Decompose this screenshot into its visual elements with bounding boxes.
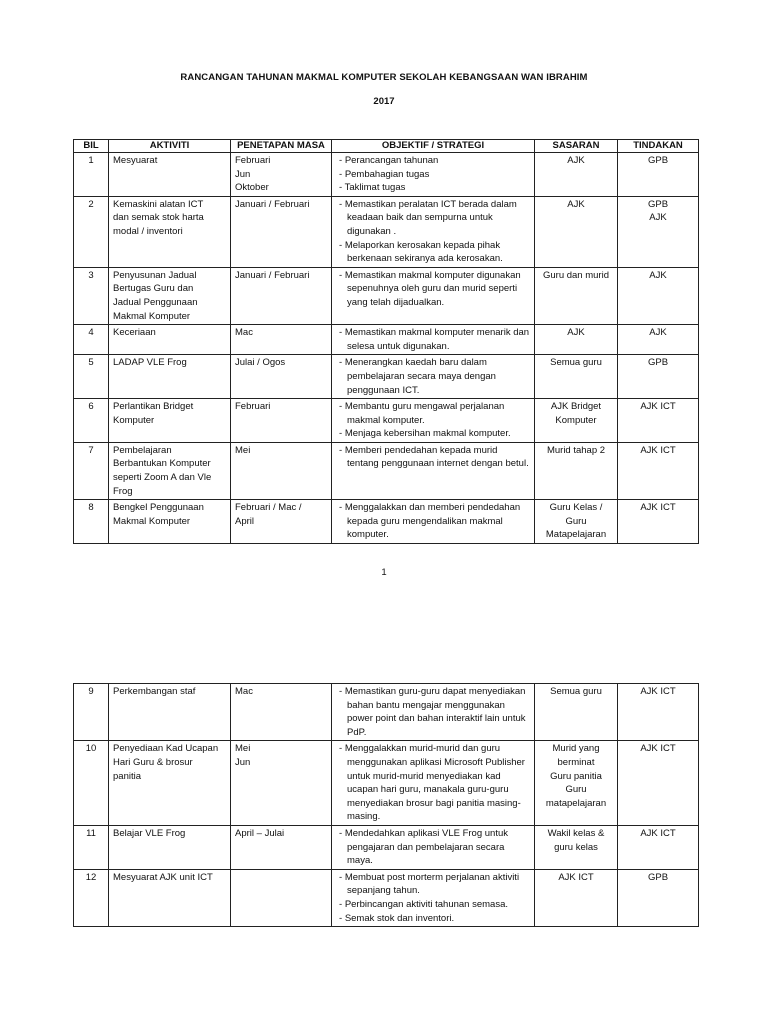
cell-line: Guru Kelas /	[549, 502, 603, 514]
cell-penetapan-masa	[231, 741, 332, 826]
cell-aktiviti	[109, 869, 231, 926]
table-row	[74, 825, 699, 869]
cell-penetapan-masa	[231, 196, 332, 267]
cell-line: Pembelajaran	[113, 444, 172, 456]
cell-line: Januari / Februari	[235, 269, 310, 281]
cell-sasaran	[535, 442, 618, 499]
cell-objektif-strategi	[332, 267, 535, 324]
cell-line: Jun	[235, 168, 251, 180]
cell-line: Penyusunan Jadual	[113, 269, 197, 281]
cell-bil: 4	[74, 325, 109, 355]
cell-line: Februari	[235, 401, 271, 413]
cell-bil: 10	[74, 741, 109, 826]
cell-line: Wakil kelas &	[547, 827, 605, 839]
cell-penetapan-masa	[231, 325, 332, 355]
cell-tindakan	[618, 442, 699, 499]
cell-bil: 7	[74, 442, 109, 499]
cell-line: AJK ICT	[640, 401, 676, 413]
cell-tindakan	[618, 825, 699, 869]
cell-sasaran	[535, 355, 618, 399]
cell-objektif-strategi	[332, 399, 535, 443]
cell-sasaran	[535, 741, 618, 826]
cell-line: AJK	[567, 327, 585, 339]
document-year: 2017	[373, 96, 395, 107]
cell-aktiviti	[109, 355, 231, 399]
cell-aktiviti	[109, 399, 231, 443]
cell-line: AJK	[567, 155, 585, 166]
cell-line: Semua guru	[550, 357, 602, 369]
cell-line: Februari	[235, 155, 271, 166]
objective-bullet: - Memastikan peralatan ICT berada dalam keadaan baik dan sempurna untuk digunakan .	[336, 198, 530, 239]
objective-bullet: - Memberi pendedahan kepada murid tentang penggunaan internet dengan betul.	[336, 444, 530, 471]
cell-sasaran	[535, 500, 618, 544]
cell-line: Oktober	[235, 182, 269, 194]
cell-line: Januari / Februari	[235, 198, 310, 210]
cell-bil: 9	[74, 684, 109, 741]
cell-aktiviti	[109, 325, 231, 355]
objective-bullet: - Menggalakkan dan memberi pendedahan kepada guru mengendalikan makmal komputer.	[336, 501, 530, 542]
cell-sasaran	[535, 869, 618, 926]
table-row	[74, 267, 699, 324]
cell-line: AJK Bridget	[550, 401, 602, 413]
cell-line: Guru	[565, 784, 587, 796]
cell-sasaran	[535, 399, 618, 443]
objective-bullet: - Taklimat tugas	[336, 181, 530, 195]
cell-line: Julai / Ogos	[235, 357, 286, 369]
cell-penetapan-masa	[231, 399, 332, 443]
cell-bil: 11	[74, 825, 109, 869]
cell-line: AJK	[649, 212, 667, 224]
table-row	[74, 399, 699, 443]
cell-bil: 6	[74, 399, 109, 443]
table-row	[74, 355, 699, 399]
cell-objektif-strategi	[332, 355, 535, 399]
objective-bullet: - Semak stok dan inventori.	[336, 912, 530, 926]
cell-bil: 12	[74, 869, 109, 926]
cell-line: Belajar VLE Frog	[113, 827, 186, 839]
cell-line: Perkembangan staf	[113, 686, 196, 697]
cell-line: Matapelajaran	[545, 529, 607, 541]
cell-line: AJK ICT	[640, 502, 676, 514]
cell-aktiviti	[109, 196, 231, 267]
cell-tindakan	[618, 267, 699, 324]
cell-line: Guru dan murid	[542, 269, 609, 281]
cell-line: AJK ICT	[640, 686, 676, 697]
cell-line: AJK	[649, 327, 667, 339]
cell-tindakan	[618, 684, 699, 741]
header-bil: BIL	[74, 140, 109, 153]
cell-line: LADAP VLE Frog	[113, 357, 187, 369]
objective-bullet: - Menerangkan kaedah baru dalam pembelajaran secara maya dengan penggunaan ICT.	[336, 356, 530, 397]
cell-line: Berbantukan Komputer	[113, 458, 211, 470]
cell-objektif-strategi	[332, 741, 535, 826]
cell-tindakan	[618, 325, 699, 355]
cell-line: Makmal Komputer	[113, 515, 191, 527]
objective-bullet: - Perancangan tahunan	[336, 154, 530, 168]
cell-line: Makmal Komputer	[113, 310, 191, 322]
cell-line: Mesyuarat AJK unit ICT	[113, 871, 213, 883]
cell-line: seperti Zoom A dan Vle	[113, 472, 212, 484]
header-objektif-strategi: OBJEKTIF / STRATEGI	[332, 140, 535, 153]
cell-line: Bengkel Penggunaan	[113, 502, 204, 514]
cell-line: Mei	[235, 743, 251, 755]
header-aktiviti: AKTIVITI	[109, 140, 231, 153]
cell-penetapan-masa	[231, 355, 332, 399]
cell-line: Kemaskini alatan ICT	[113, 198, 204, 210]
cell-aktiviti	[109, 741, 231, 826]
table-header-row	[74, 140, 699, 153]
cell-penetapan-masa	[231, 500, 332, 544]
cell-bil: 1	[74, 153, 109, 197]
table-body-page-2	[74, 684, 699, 927]
cell-bil: 2	[74, 196, 109, 267]
cell-penetapan-masa	[231, 442, 332, 499]
cell-line: Mac	[235, 327, 253, 339]
cell-aktiviti	[109, 684, 231, 741]
cell-line: Bertugas Guru dan	[113, 283, 194, 295]
table-row	[74, 442, 699, 499]
cell-penetapan-masa	[231, 267, 332, 324]
cell-line: GPB	[647, 357, 669, 369]
cell-line: guru kelas	[554, 841, 598, 853]
cell-line: Jun	[235, 756, 251, 768]
cell-line: modal / inventori	[113, 225, 183, 237]
cell-objektif-strategi	[332, 684, 535, 741]
header-sasaran: SASARAN	[535, 140, 618, 153]
objective-bullet: - Memastikan guru-guru dapat menyediakan bahan bantu mengajar menggunakan power point dan bahan interaktif lain untuk PdP.	[336, 685, 530, 739]
cell-objektif-strategi	[332, 325, 535, 355]
header-tindakan: TINDAKAN	[618, 140, 699, 153]
cell-aktiviti	[109, 267, 231, 324]
cell-line: Perlantikan Bridget	[113, 401, 194, 413]
cell-bil: 5	[74, 355, 109, 399]
cell-line: AJK	[567, 198, 585, 210]
cell-aktiviti	[109, 153, 231, 197]
page-number: 1	[381, 567, 387, 578]
objective-bullet: - Melaporkan kerosakan kepada pihak berkenaan sekiranya ada kerosakan.	[336, 239, 530, 266]
cell-sasaran	[535, 196, 618, 267]
cell-aktiviti	[109, 442, 231, 499]
cell-line: GPB	[647, 871, 669, 883]
cell-line: AJK ICT	[640, 827, 676, 839]
cell-line: dan semak stok harta	[113, 212, 204, 224]
cell-objektif-strategi	[332, 825, 535, 869]
cell-line: Komputer	[113, 414, 155, 426]
cell-objektif-strategi	[332, 442, 535, 499]
cell-sasaran	[535, 825, 618, 869]
objective-bullet: - Mendedahkan aplikasi VLE Frog untuk pengajaran dan pembelajaran secara maya.	[336, 827, 530, 868]
cell-line: Penyediaan Kad Ucapan	[113, 743, 219, 755]
objective-bullet: - Memastikan makmal komputer menarik dan selesa untuk digunakan.	[336, 326, 530, 353]
objective-bullet: - Pembahagian tugas	[336, 168, 530, 182]
cell-tindakan	[618, 153, 699, 197]
table-row	[74, 196, 699, 267]
cell-objektif-strategi	[332, 153, 535, 197]
cell-penetapan-masa	[231, 684, 332, 741]
activity-table-page-1	[73, 139, 699, 544]
cell-line: Frog	[113, 485, 133, 497]
cell-line: Mei	[235, 444, 251, 456]
cell-line: GPB	[647, 198, 669, 210]
cell-line: Murid tahap 2	[546, 444, 606, 456]
cell-line: Februari / Mac /	[235, 502, 302, 514]
table-row	[74, 869, 699, 926]
cell-aktiviti	[109, 825, 231, 869]
objective-bullet: - Menggalakkan murid-murid dan guru menggunakan aplikasi Microsoft Publisher untuk murid-murid menyediakan kad ucapan hari guru, manakala guru-guru menyediakan brosur bagi panitia masing-masing.	[336, 742, 530, 824]
header-penetapan-masa: PENETAPAN MASA	[231, 140, 332, 153]
cell-tindakan	[618, 196, 699, 267]
cell-line: April	[235, 515, 255, 527]
cell-sasaran	[535, 684, 618, 741]
objective-bullet: - Memastikan makmal komputer digunakan sepenuhnya oleh guru dan murid seperti yang telah dijadualkan.	[336, 269, 530, 310]
cell-bil: 8	[74, 500, 109, 544]
cell-line: Guru panitia	[550, 770, 602, 782]
cell-line: Mesyuarat	[113, 155, 158, 166]
table-row	[74, 153, 699, 197]
cell-objektif-strategi	[332, 500, 535, 544]
objective-bullet: - Perbincangan aktiviti tahunan semasa.	[336, 898, 530, 912]
cell-line: Jadual Penggunaan	[113, 296, 198, 308]
cell-line: Guru	[565, 515, 587, 527]
cell-line: Keceriaan	[113, 327, 156, 339]
table-row	[74, 684, 699, 741]
cell-bil: 3	[74, 267, 109, 324]
table-row	[74, 500, 699, 544]
cell-line: AJK ICT	[558, 871, 594, 883]
cell-line: panitia	[113, 770, 141, 782]
objective-bullet: - Membuat post morterm perjalanan aktiviti sepanjang tahun.	[336, 871, 530, 898]
cell-line: Komputer	[555, 414, 597, 426]
cell-sasaran	[535, 267, 618, 324]
cell-line: Semua guru	[550, 686, 602, 697]
cell-line: AJK	[649, 269, 667, 281]
cell-line: berminat	[557, 756, 595, 768]
objective-bullet: - Menjaga kebersihan makmal komputer.	[336, 427, 530, 441]
cell-line: April – Julai	[235, 827, 285, 839]
cell-penetapan-masa	[231, 153, 332, 197]
cell-penetapan-masa	[231, 825, 332, 869]
cell-line: AJK ICT	[640, 743, 676, 755]
cell-line: AJK ICT	[640, 444, 676, 456]
cell-tindakan	[618, 741, 699, 826]
cell-line: Hari Guru & brosur	[113, 756, 193, 768]
cell-aktiviti	[109, 500, 231, 544]
table-row	[74, 325, 699, 355]
cell-line: Mac	[235, 686, 253, 697]
activity-table-page-2	[73, 683, 699, 927]
cell-line: Murid yang	[552, 743, 600, 755]
cell-tindakan	[618, 399, 699, 443]
cell-objektif-strategi	[332, 869, 535, 926]
table-row	[74, 741, 699, 826]
table-body-page-1	[74, 153, 699, 544]
cell-line: GPB	[647, 155, 669, 166]
cell-sasaran	[535, 153, 618, 197]
cell-line: matapelajaran	[545, 797, 607, 809]
cell-tindakan	[618, 500, 699, 544]
document-title: RANCANGAN TAHUNAN MAKMAL KOMPUTER SEKOLAH KEBANGSAAN WAN IBRAHIM	[180, 72, 588, 83]
objective-bullet: - Membantu guru mengawal perjalanan makmal komputer.	[336, 400, 530, 427]
cell-tindakan	[618, 355, 699, 399]
cell-objektif-strategi	[332, 196, 535, 267]
cell-penetapan-masa	[231, 869, 332, 926]
cell-sasaran	[535, 325, 618, 355]
cell-tindakan	[618, 869, 699, 926]
